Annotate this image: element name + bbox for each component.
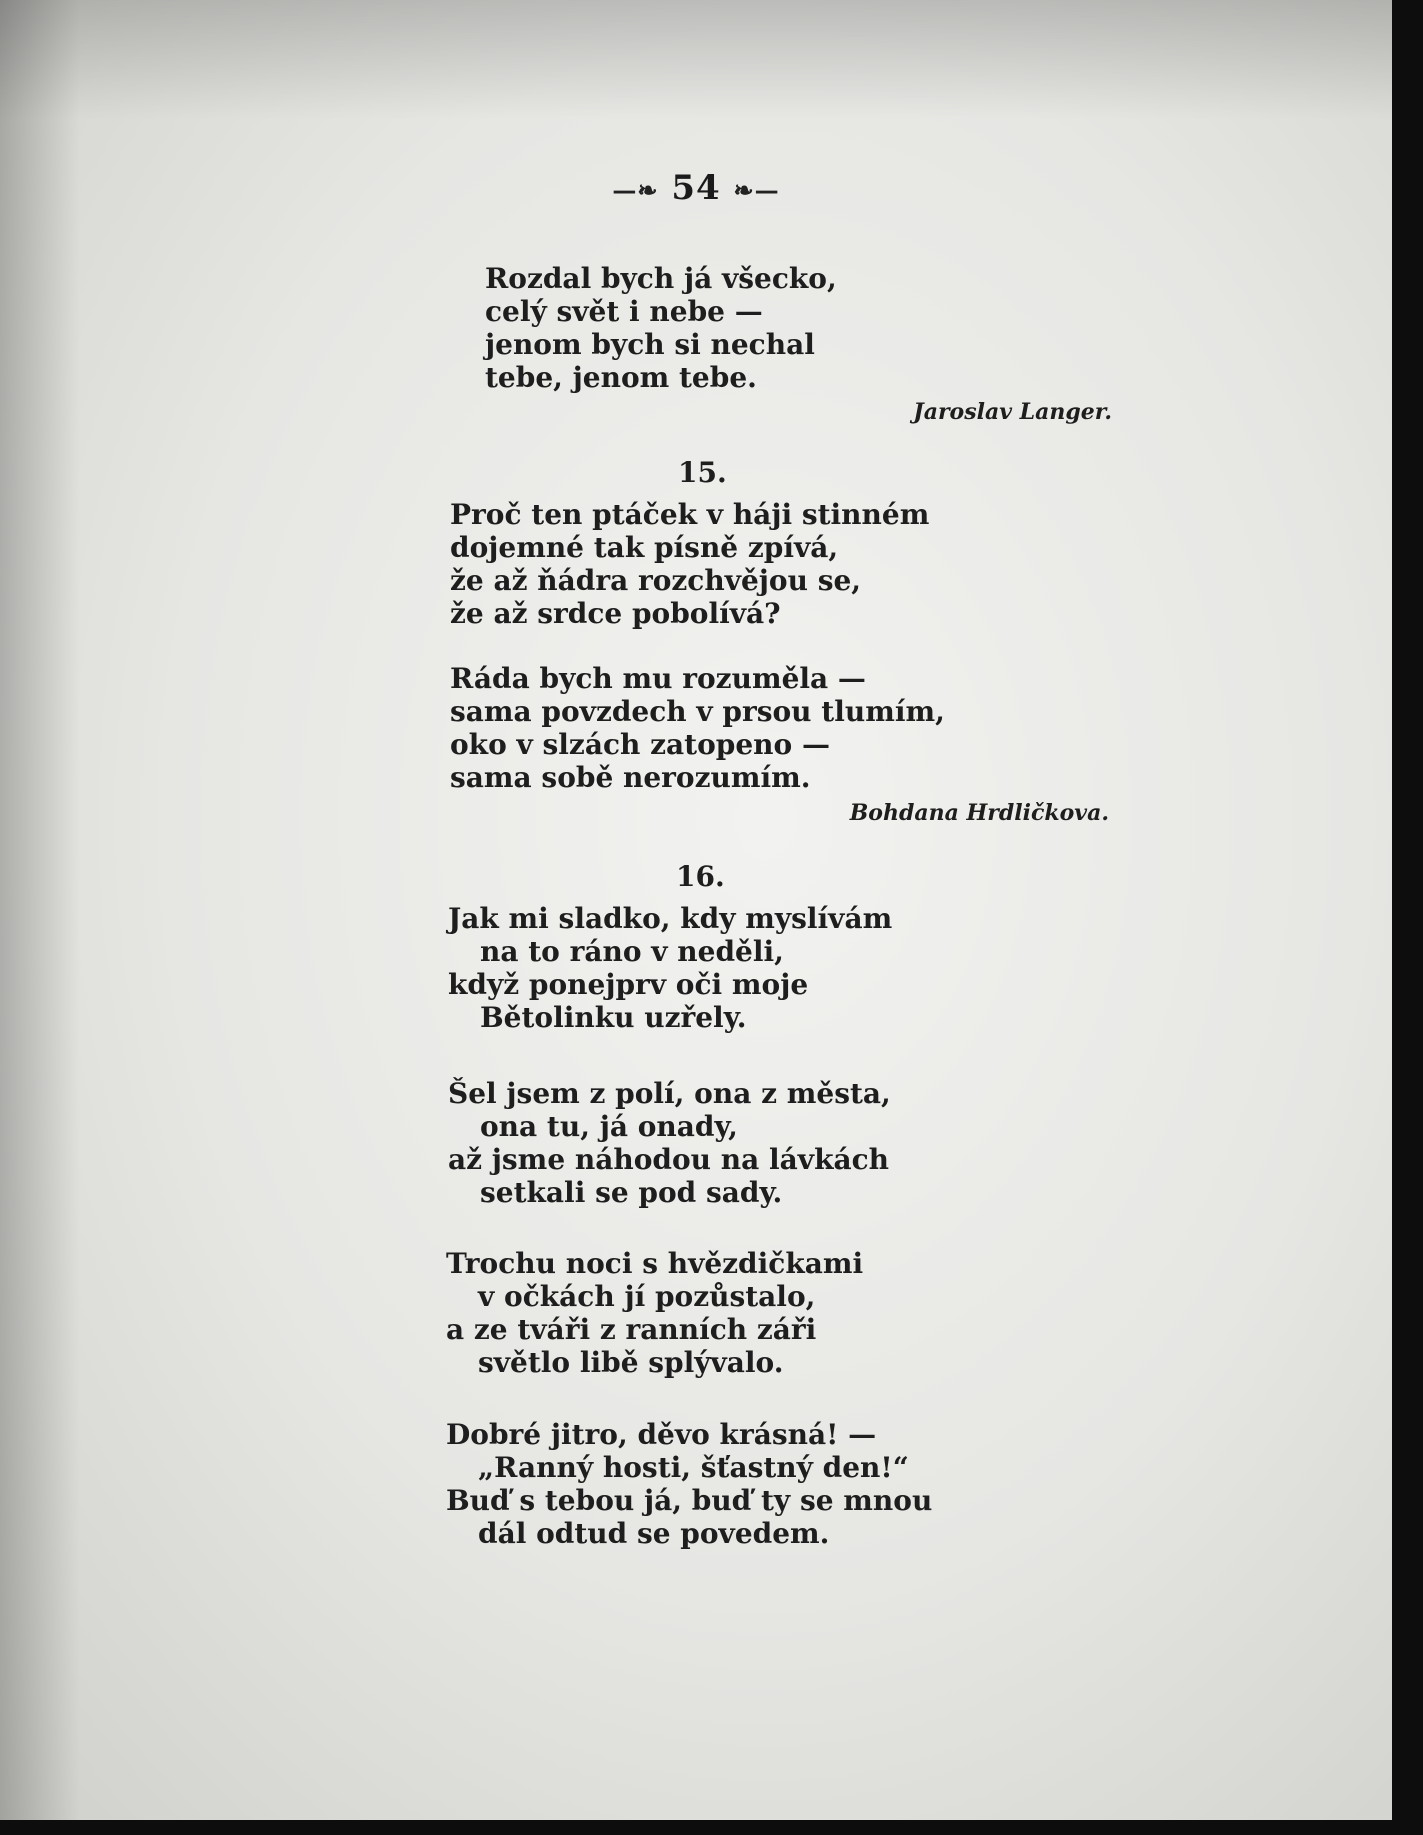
verse-line: až jsme náhodou na lávkách <box>448 1143 890 1176</box>
verse-line: v očkách jí pozůstalo, <box>478 1280 816 1313</box>
poem16-stanza-2 <box>448 1077 891 1209</box>
verse-line: Ráda bych mu rozuměla — <box>450 662 866 695</box>
verse-line: Jak mi sladko, kdy myslívám <box>448 902 893 935</box>
scan-border-right <box>1392 0 1423 1835</box>
page-number: 54 <box>671 168 721 208</box>
verse-line: že až ňádra rozchvějou se, <box>450 564 862 597</box>
ornament-left: —❧ <box>612 175 659 205</box>
verse-line: Trochu noci s hvězdičkami <box>446 1247 864 1280</box>
verse-line: dál odtud se povedem. <box>478 1517 830 1550</box>
verse-line: Bětolinku uzřely. <box>480 1001 747 1034</box>
scan-border-bottom <box>0 1820 1423 1835</box>
author-signature: Bohdana Hrdličkova. <box>849 800 1109 826</box>
verse-line: oko v slzách zatopeno — <box>450 728 830 761</box>
verse-line: Buď s tebou já, buď ty se mnou <box>446 1484 933 1517</box>
verse-line: „Ranný hosti, šťastný den!“ <box>478 1451 909 1484</box>
poem16-stanza-3 <box>446 1247 863 1379</box>
page-header <box>0 168 1392 208</box>
verse-line: sama povzdech v prsou tlumím, <box>450 695 945 728</box>
verse-line: a ze tváři z ranních záři <box>446 1313 817 1346</box>
poem16-stanza-1 <box>448 902 892 1034</box>
verse-line: ona tu, já onady, <box>480 1110 738 1143</box>
poem-number: 15. <box>678 456 727 489</box>
verse-line: Dobré jitro, děvo krásná! — <box>446 1418 877 1451</box>
ornament-right: ❧— <box>733 175 780 205</box>
verse-line: Proč ten ptáček v háji stinném <box>450 498 930 531</box>
page-shadow-left <box>0 0 80 1820</box>
poem16-stanza-4 <box>446 1418 932 1550</box>
poem14-stanza <box>485 262 837 394</box>
poem15-stanza-2 <box>450 662 945 794</box>
verse-line: celý svět i nebe — <box>485 295 763 328</box>
verse-line: setkali se pod sady. <box>480 1176 783 1209</box>
verse-line: na to ráno v neděli, <box>480 935 784 968</box>
verse-line: dojemné tak písně zpívá, <box>450 531 839 564</box>
verse-line: Rozdal bych já všecko, <box>485 262 837 295</box>
page-shadow-top <box>0 0 1392 120</box>
verse-line: světlo libě splývalo. <box>478 1346 784 1379</box>
poem15-stanza-1 <box>450 498 929 630</box>
verse-line: sama sobě nerozumím. <box>450 761 811 794</box>
verse-line: že až srdce pobolívá? <box>450 597 781 630</box>
verse-line: Šel jsem z polí, ona z města, <box>448 1077 891 1110</box>
verse-line: jenom bych si nechal <box>485 328 815 361</box>
verse-line: tebe, jenom tebe. <box>485 361 757 394</box>
verse-line: když ponejprv oči moje <box>448 968 809 1001</box>
poem-number: 16. <box>676 860 725 893</box>
author-signature: Jaroslav Langer. <box>913 399 1112 425</box>
